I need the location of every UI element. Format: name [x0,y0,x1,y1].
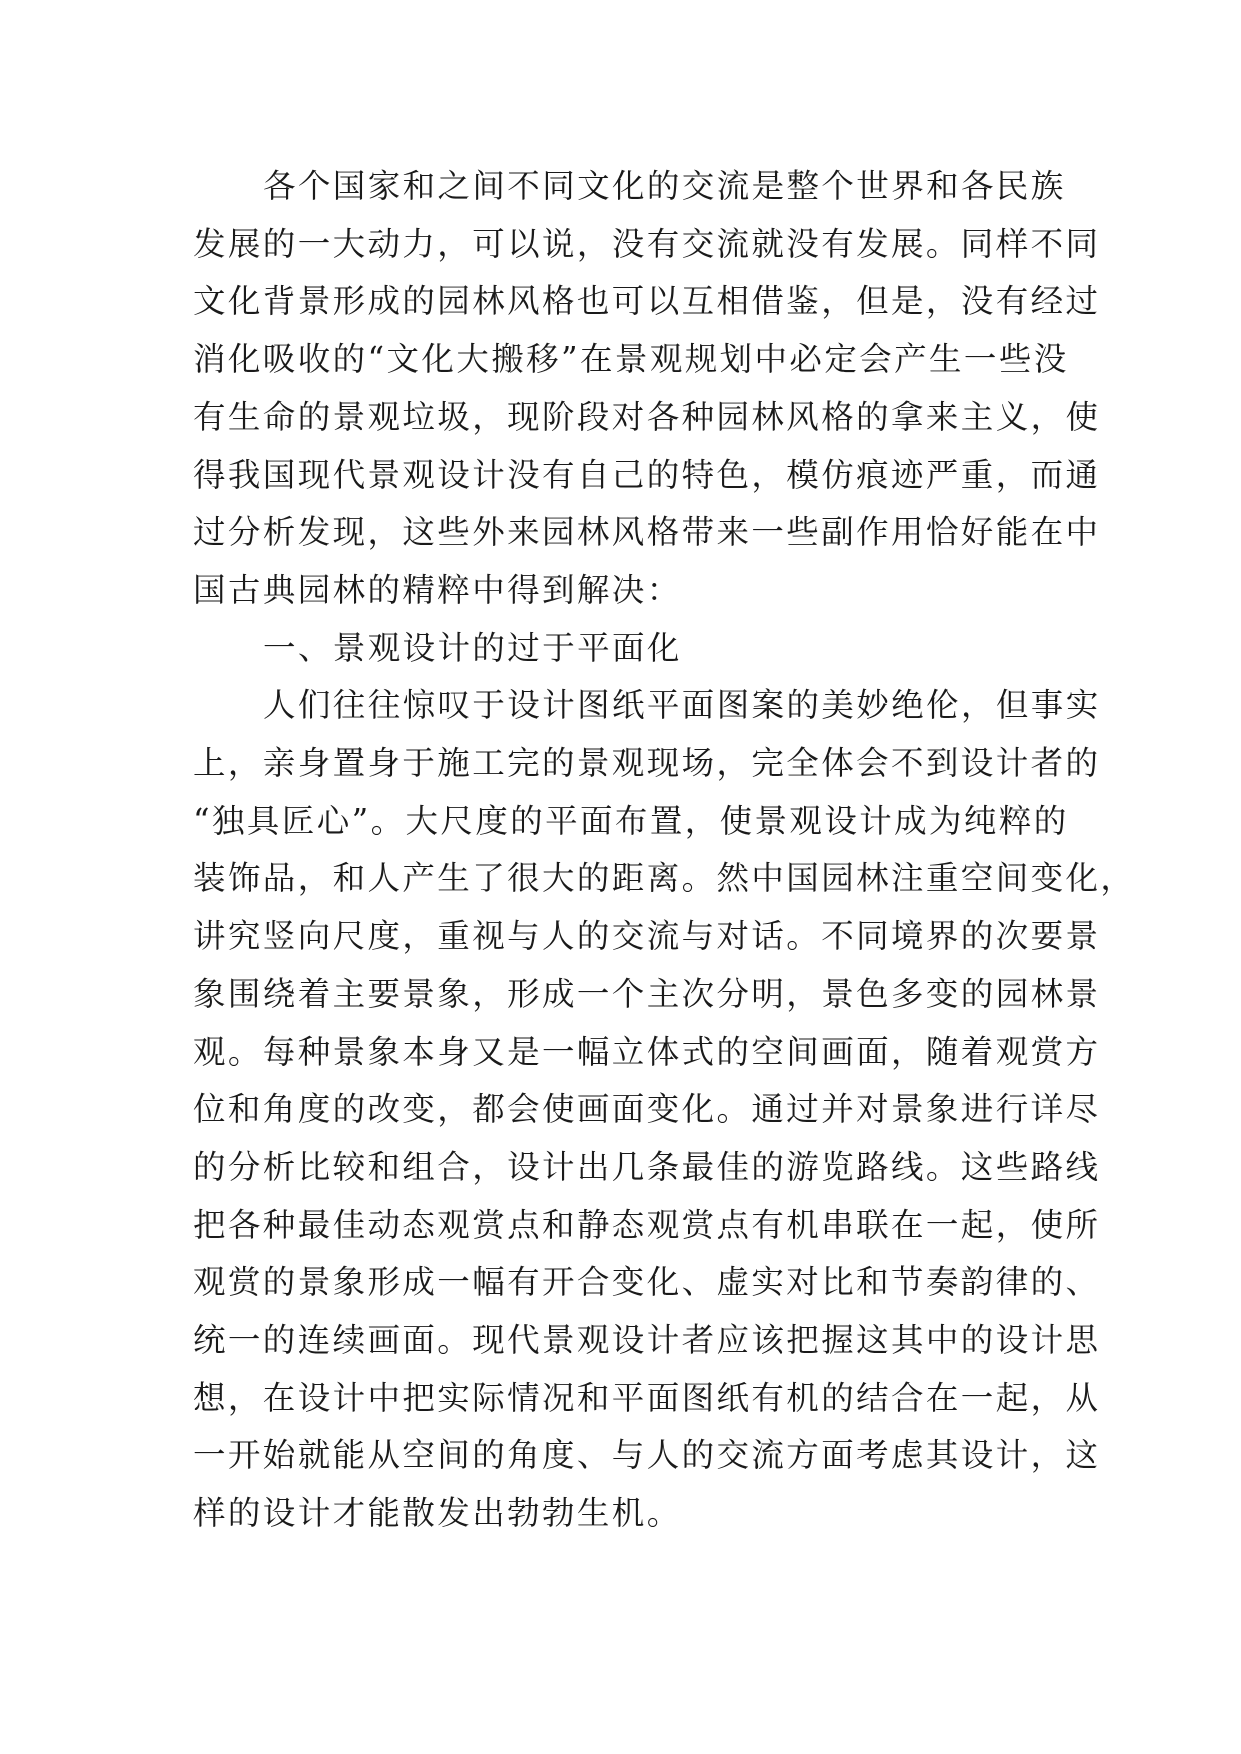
text-line: 得我国现代景观设计没有自己的特色，模仿痕迹严重，而通 [193,455,1101,494]
text-line: 统一的连续画面。现代景观设计者应该把握这其中的设计思 [193,1321,1101,1360]
text-line: 各个国家和之间不同文化的交流是整个世界和各民族 [263,167,1066,205]
text-line: 上，亲身置身于施工完的景观现场，完全体会不到设计者的 [193,744,1101,783]
document-body [193,158,1136,1543]
section-heading-text: 一、景观设计的过于平面化 [263,628,682,667]
text-line: 一开始就能从空间的角度、与人的交流方面考虑其设计，这 [193,1436,1101,1475]
text-line: 象围绕着主要景象，形成一个主次分明，景色多变的园林景 [193,974,1101,1013]
text-line: 观赏的景象形成一幅有开合变化、虚实对比和节奏韵律的、 [193,1263,1101,1302]
paragraph-planar-design [193,677,1136,1543]
text-line: “独具匠心”。大尺度的平面布置，使景观设计成为纯粹的 [193,801,1069,840]
text-line: 有生命的景观垃圾，现阶段对各种园林风格的拿来主义，使 [193,397,1101,436]
text-line: 位和角度的改变，都会使画面变化。通过并对景象进行详尽 [193,1090,1101,1129]
text-line: 装饰品，和人产生了很大的距离。然中国园林注重空间变化， [193,859,1136,898]
text-line: 讲究竖向尺度，重视与人的交流与对话。不同境界的次要景 [193,917,1101,956]
text-line: 的分析比较和组合，设计出几条最佳的游览路线。这些路线 [193,1147,1101,1186]
text-line: 国古典园林的精粹中得到解决： [193,570,682,609]
text-line: 想，在设计中把实际情况和平面图纸有机的结合在一起，从 [193,1378,1101,1417]
text-line: 样的设计才能散发出勃勃生机。 [193,1494,682,1533]
paragraph-cultural-exchange [193,158,1101,620]
text-line: 过分析发现，这些外来园林风格带来一些副作用恰好能在中 [193,513,1101,552]
section-heading [193,620,1053,678]
text-line: 人们往往惊叹于设计图纸平面图案的美妙绝伦，但事实 [263,686,1101,725]
text-line: 发展的一大动力，可以说，没有交流就没有发展。同样不同 [193,224,1101,263]
text-line: 把各种最佳动态观赏点和静态观赏点有机串联在一起，使所 [193,1205,1101,1244]
text-line: 文化背景形成的园林风格也可以互相借鉴，但是，没有经过 [193,282,1101,321]
text-line: 消化吸收的“文化大搬移”在景观规划中必定会产生一些没 [193,340,1069,379]
text-line: 观。每种景象本身又是一幅立体式的空间画面，随着观赏方 [193,1032,1101,1071]
